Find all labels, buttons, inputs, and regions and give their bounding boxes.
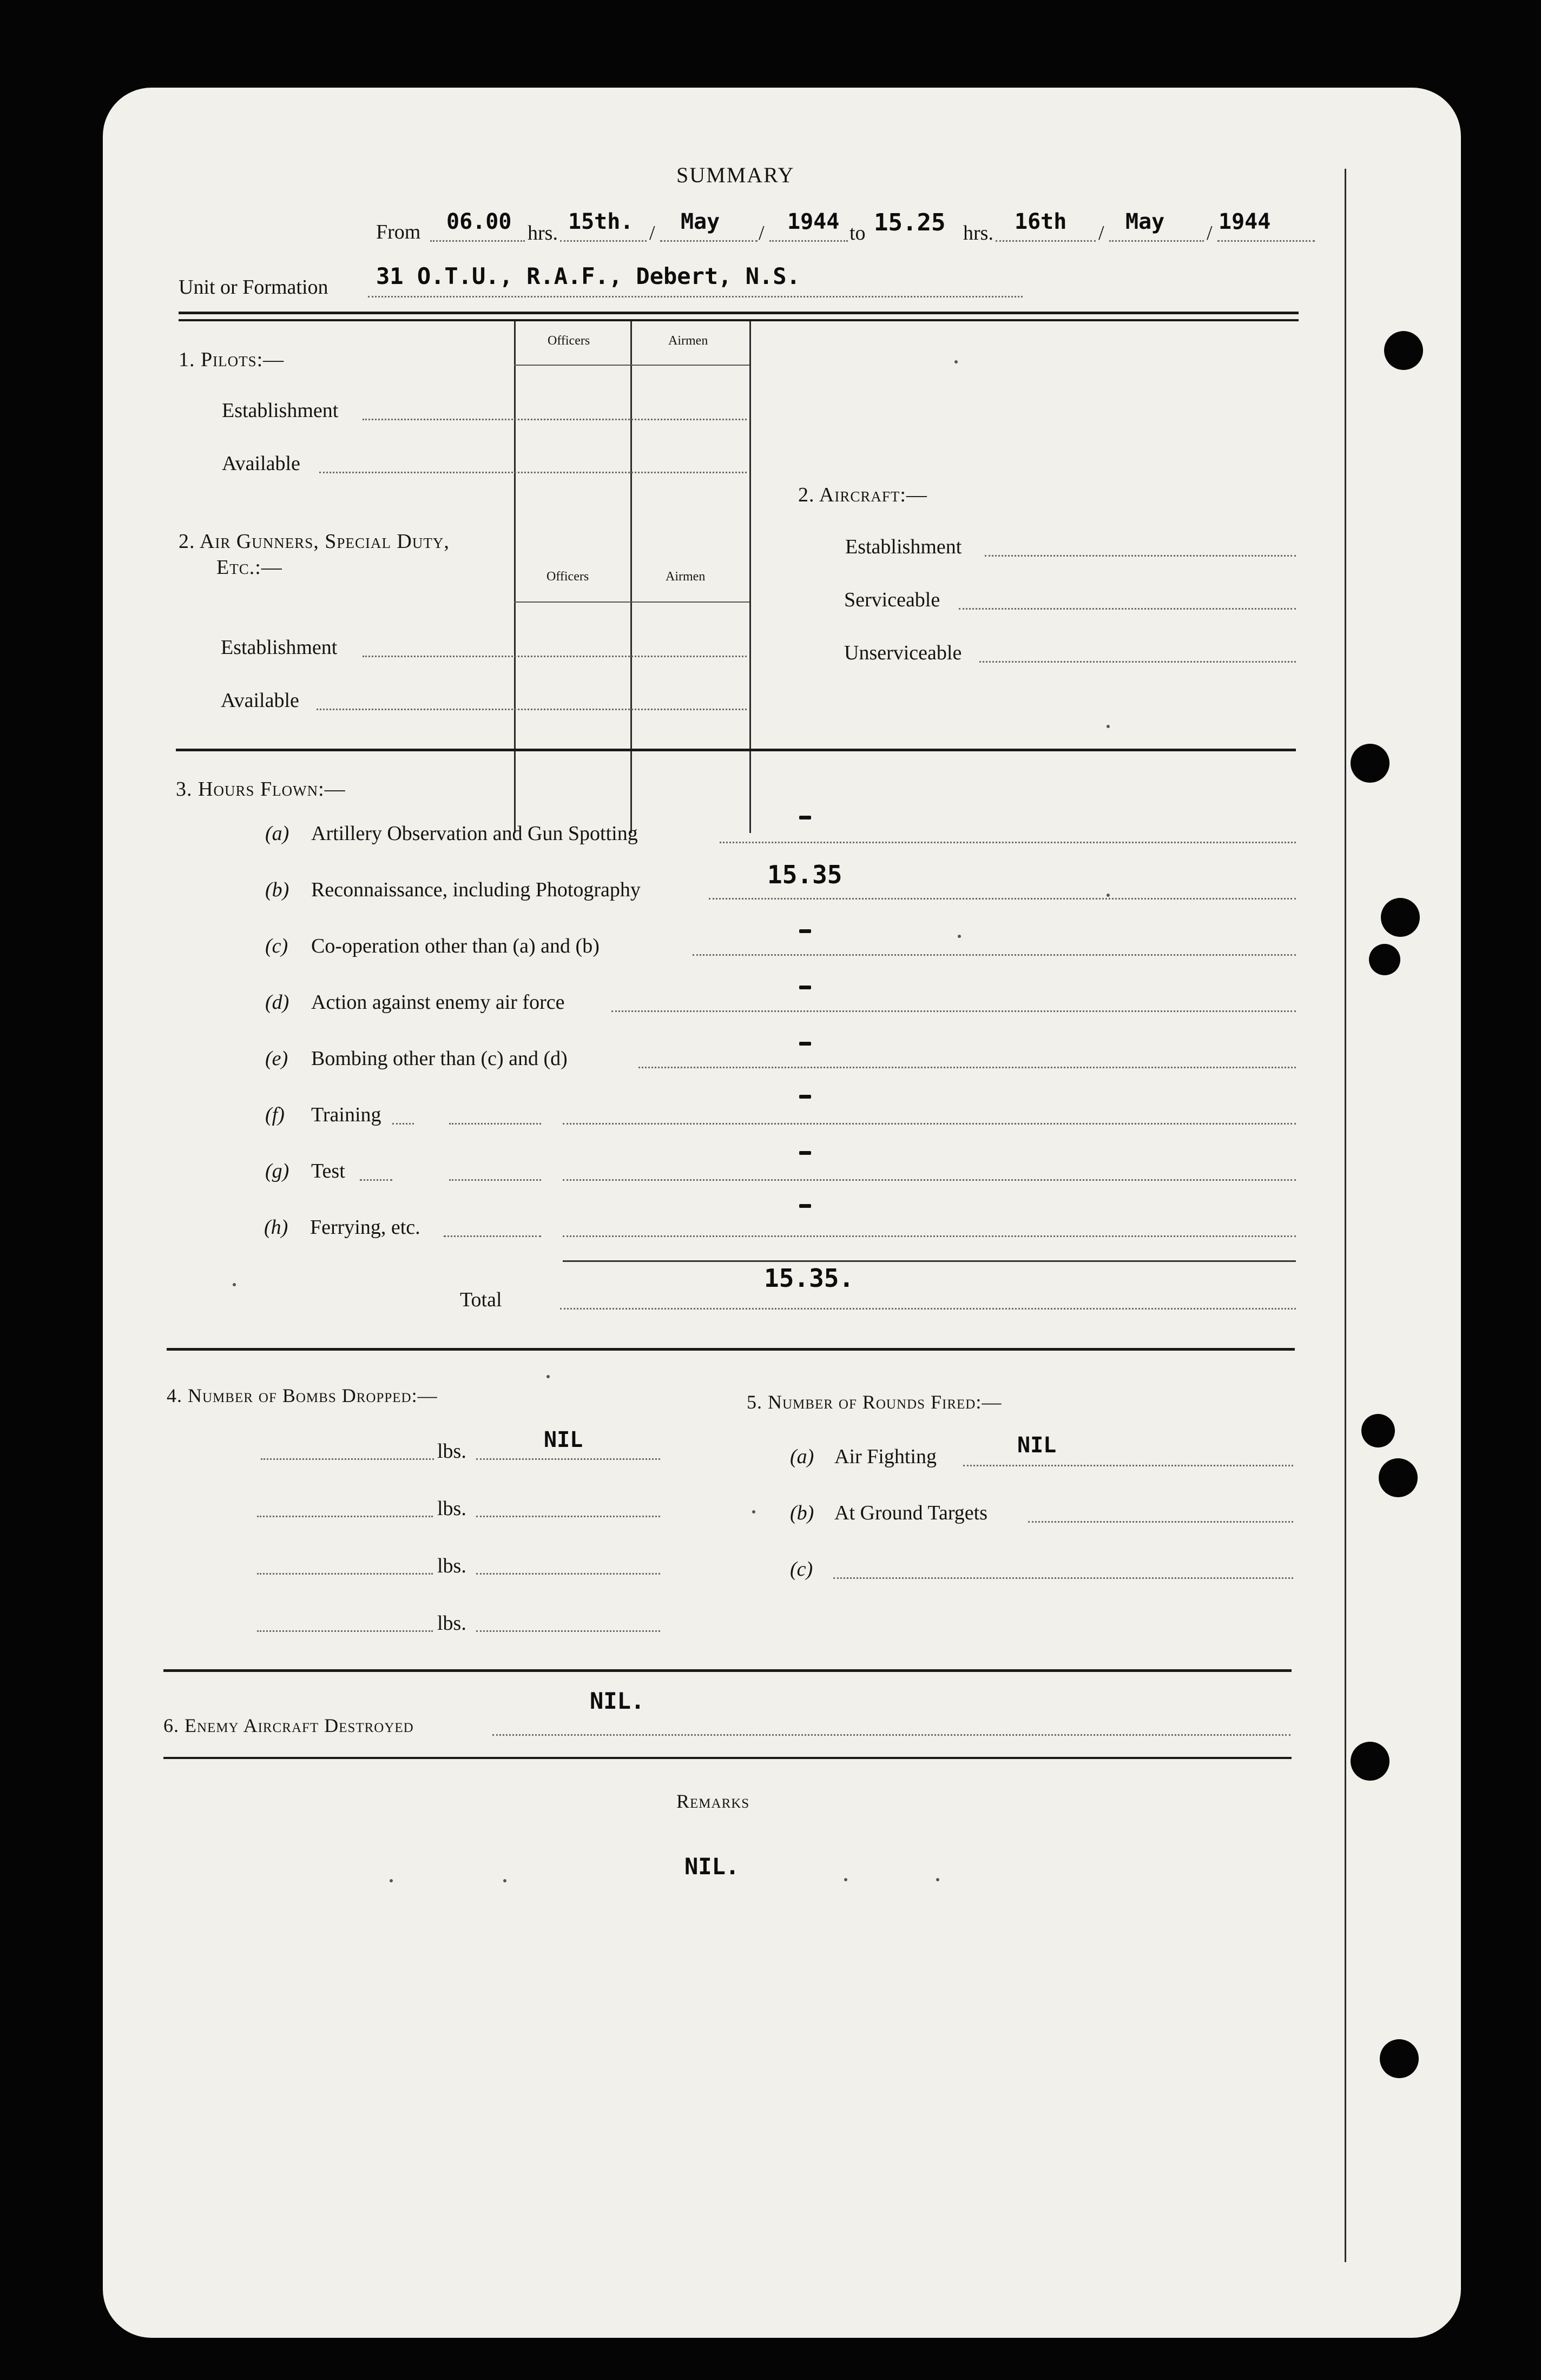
hours-item-g-dots bbox=[563, 1179, 1296, 1181]
rounds-item-a-dots bbox=[963, 1465, 1293, 1466]
from-time-dots bbox=[430, 240, 525, 242]
gunners-col-officers: Officers bbox=[546, 570, 589, 584]
form-sheet bbox=[103, 88, 1461, 2338]
binder-hole bbox=[1381, 898, 1420, 937]
hours-item-h-label: Ferrying, etc. bbox=[310, 1216, 420, 1239]
speck bbox=[958, 935, 961, 938]
to-slash-2: / bbox=[1207, 222, 1213, 244]
hours-item-b-dots bbox=[709, 898, 1296, 900]
total-dots bbox=[560, 1308, 1296, 1310]
unit-value: 31 O.T.U., R.A.F., Debert, N.S. bbox=[376, 263, 800, 289]
rounds-item-a-label: Air Fighting bbox=[834, 1445, 937, 1468]
bombs-row1-dots-left bbox=[261, 1458, 434, 1460]
bombs-row1-unit: lbs. bbox=[437, 1440, 466, 1463]
bombs-row2-dots-left bbox=[257, 1516, 433, 1517]
pilots-col-officers: Officers bbox=[548, 334, 590, 348]
enemy-dots bbox=[492, 1734, 1290, 1736]
rounds-item-b-label: At Ground Targets bbox=[834, 1502, 988, 1524]
hours-item-f-label: Training bbox=[311, 1103, 381, 1126]
from-slash-2: / bbox=[759, 222, 765, 244]
hours-item-g-dots-mid bbox=[449, 1179, 541, 1181]
binder-hole bbox=[1369, 944, 1400, 975]
hours-item-c-letter: (c) bbox=[265, 935, 288, 957]
speck bbox=[1107, 894, 1110, 897]
section-rule-2 bbox=[167, 1348, 1295, 1351]
binder-hole bbox=[1351, 744, 1389, 783]
speck bbox=[844, 1878, 847, 1881]
enemy-value: NIL. bbox=[590, 1688, 645, 1714]
aircraft-establishment-dots bbox=[985, 555, 1296, 557]
speck bbox=[954, 360, 958, 363]
speck bbox=[503, 1879, 506, 1882]
pilots-col-divider-3 bbox=[749, 321, 751, 833]
to-year-dots bbox=[1217, 240, 1315, 242]
bombs-row4-dots-right bbox=[476, 1630, 660, 1632]
bombs-row3-dots-right bbox=[476, 1573, 660, 1575]
hours-item-b-value: 15.35 bbox=[767, 860, 842, 889]
gunners-establishment-label: Establishment bbox=[221, 636, 338, 659]
to-day-value: 16th bbox=[1015, 209, 1067, 234]
binder-hole bbox=[1361, 1414, 1395, 1447]
total-value: 15.35. bbox=[764, 1264, 854, 1293]
section-rule-4 bbox=[163, 1757, 1292, 1759]
aircraft-serviceable-dots bbox=[959, 608, 1296, 610]
pilots-establishment-dots bbox=[363, 419, 747, 420]
aircraft-serviceable-label: Serviceable bbox=[844, 589, 940, 611]
speck bbox=[1107, 725, 1110, 728]
pilots-available-dots bbox=[319, 472, 747, 473]
to-day-dots bbox=[996, 240, 1096, 242]
hours-heading: 3. Hours Flown:— bbox=[176, 778, 346, 801]
rounds-item-b-dots bbox=[1028, 1521, 1293, 1523]
from-year-value: 1944 bbox=[787, 209, 840, 234]
binder-hole bbox=[1384, 331, 1423, 370]
hours-item-f-value bbox=[799, 1095, 811, 1099]
rounds-item-c-letter: (c) bbox=[790, 1558, 813, 1581]
hours-item-d-label: Action against enemy air force bbox=[311, 991, 565, 1014]
pilots-establishment-label: Establishment bbox=[222, 399, 339, 422]
binder-hole bbox=[1380, 2039, 1419, 2078]
speck bbox=[390, 1879, 393, 1882]
speck bbox=[752, 1510, 755, 1513]
rounds-item-a-value: NIL bbox=[1017, 1433, 1057, 1458]
rounds-item-b-letter: (b) bbox=[790, 1502, 814, 1524]
hours-item-f-dots-mid bbox=[449, 1123, 541, 1125]
hours-item-b-letter: (b) bbox=[265, 878, 289, 901]
hours-item-b-label: Reconnaissance, including Photography bbox=[311, 878, 641, 901]
to-year-value: 1944 bbox=[1219, 209, 1271, 234]
unit-label: Unit or Formation bbox=[179, 276, 328, 299]
hours-item-g-dots-short bbox=[360, 1179, 392, 1181]
to-month-value: May bbox=[1125, 209, 1165, 234]
hours-item-h-value bbox=[799, 1204, 811, 1208]
aircraft-unserviceable-label: Unserviceable bbox=[844, 642, 962, 664]
gunners-available-dots bbox=[317, 709, 747, 710]
hours-item-h-dots-mid bbox=[444, 1235, 541, 1237]
from-month-dots bbox=[660, 240, 758, 242]
speck bbox=[233, 1283, 236, 1286]
gunners-available-label: Available bbox=[221, 689, 299, 712]
gunners-col-header-rule bbox=[514, 601, 749, 603]
enemy-heading: 6. Enemy Aircraft Destroyed bbox=[163, 1715, 414, 1736]
pilots-col-divider-2 bbox=[630, 321, 632, 833]
remarks-heading: Remarks bbox=[676, 1790, 750, 1812]
to-slash-1: / bbox=[1098, 222, 1104, 244]
pilots-col-airmen: Airmen bbox=[668, 334, 708, 348]
binder-hole bbox=[1379, 1458, 1418, 1497]
from-slash-1: / bbox=[649, 222, 655, 244]
hours-item-c-value bbox=[799, 929, 811, 933]
to-label: to bbox=[849, 222, 866, 244]
hours-item-f-dots-short bbox=[392, 1123, 414, 1125]
hours-item-c-label: Co-operation other than (a) and (b) bbox=[311, 935, 600, 957]
bombs-value: NIL bbox=[544, 1427, 583, 1452]
hours-item-h-dots bbox=[563, 1235, 1296, 1237]
top-double-rule-1 bbox=[179, 312, 1299, 314]
to-time-value: 15.25 bbox=[874, 209, 946, 236]
rounds-heading: 5. Number of Rounds Fired:— bbox=[747, 1391, 1002, 1413]
hours-item-e-dots bbox=[638, 1067, 1296, 1068]
hours-item-c-dots bbox=[693, 954, 1296, 956]
bombs-row2-dots-right bbox=[476, 1516, 660, 1517]
speck bbox=[936, 1878, 939, 1881]
from-year-dots bbox=[769, 240, 848, 242]
hours-item-a-value bbox=[799, 816, 811, 819]
hours-item-g-letter: (g) bbox=[265, 1160, 289, 1182]
top-double-rule-2 bbox=[179, 319, 1299, 321]
gunners-heading-line1: 2. Air Gunners, Special Duty, bbox=[179, 530, 450, 553]
from-day-dots bbox=[560, 240, 647, 242]
hours-item-e-letter: (e) bbox=[265, 1047, 288, 1070]
pilots-available-label: Available bbox=[222, 452, 300, 475]
hours-item-a-dots bbox=[720, 842, 1296, 843]
right-margin-line bbox=[1345, 169, 1346, 2262]
from-label: From bbox=[376, 221, 421, 243]
from-time-value: 06.00 bbox=[446, 209, 512, 234]
pilots-col-header-rule bbox=[514, 365, 749, 366]
hours-item-e-value bbox=[799, 1042, 811, 1046]
aircraft-establishment-label: Establishment bbox=[845, 536, 962, 558]
hours-item-g-value bbox=[799, 1151, 811, 1155]
hours-item-f-dots bbox=[563, 1123, 1296, 1125]
bombs-row3-dots-left bbox=[257, 1573, 433, 1575]
from-day-value: 15th. bbox=[568, 209, 634, 234]
gunners-heading-line2: Etc.:— bbox=[216, 556, 282, 579]
bombs-heading: 4. Number of Bombs Dropped:— bbox=[167, 1385, 438, 1406]
gunners-establishment-dots bbox=[363, 656, 747, 657]
from-hrs-label: hrs. bbox=[528, 222, 558, 244]
rounds-item-a-letter: (a) bbox=[790, 1445, 814, 1468]
bombs-row4-dots-left bbox=[257, 1630, 433, 1632]
remarks-value: NIL. bbox=[684, 1853, 740, 1880]
bombs-row4-unit: lbs. bbox=[437, 1612, 466, 1635]
hours-item-a-letter: (a) bbox=[265, 822, 289, 845]
hours-item-f-letter: (f) bbox=[265, 1103, 285, 1126]
hours-item-e-label: Bombing other than (c) and (d) bbox=[311, 1047, 568, 1070]
bombs-row1-dots-right bbox=[476, 1458, 660, 1460]
to-hrs-label: hrs. bbox=[963, 222, 993, 244]
bombs-row2-unit: lbs. bbox=[437, 1497, 466, 1520]
hours-item-d-dots bbox=[611, 1010, 1296, 1012]
hours-item-d-value bbox=[799, 986, 811, 989]
aircraft-heading: 2. Aircraft:— bbox=[798, 484, 927, 506]
binder-hole bbox=[1351, 1742, 1389, 1781]
total-label: Total bbox=[460, 1288, 502, 1311]
pilots-heading: 1. Pilots:— bbox=[179, 348, 285, 371]
pilots-col-divider-1 bbox=[514, 321, 516, 833]
to-month-dots bbox=[1109, 240, 1204, 242]
hours-item-a-label: Artillery Observation and Gun Spotting bbox=[311, 822, 638, 845]
hours-item-d-letter: (d) bbox=[265, 991, 289, 1014]
hours-item-g-label: Test bbox=[311, 1160, 345, 1182]
bombs-row3-unit: lbs. bbox=[437, 1555, 466, 1577]
section-rule-3 bbox=[163, 1669, 1292, 1672]
from-month-value: May bbox=[681, 209, 720, 234]
gunners-col-airmen: Airmen bbox=[666, 570, 706, 584]
unit-dots bbox=[368, 296, 1023, 298]
section-rule-1 bbox=[176, 749, 1296, 751]
page-title: SUMMARY bbox=[676, 163, 795, 187]
rounds-item-c-dots bbox=[833, 1577, 1293, 1579]
total-rule bbox=[563, 1260, 1296, 1262]
hours-item-h-letter: (h) bbox=[264, 1216, 288, 1239]
speck bbox=[546, 1375, 550, 1378]
aircraft-unserviceable-dots bbox=[979, 661, 1296, 663]
